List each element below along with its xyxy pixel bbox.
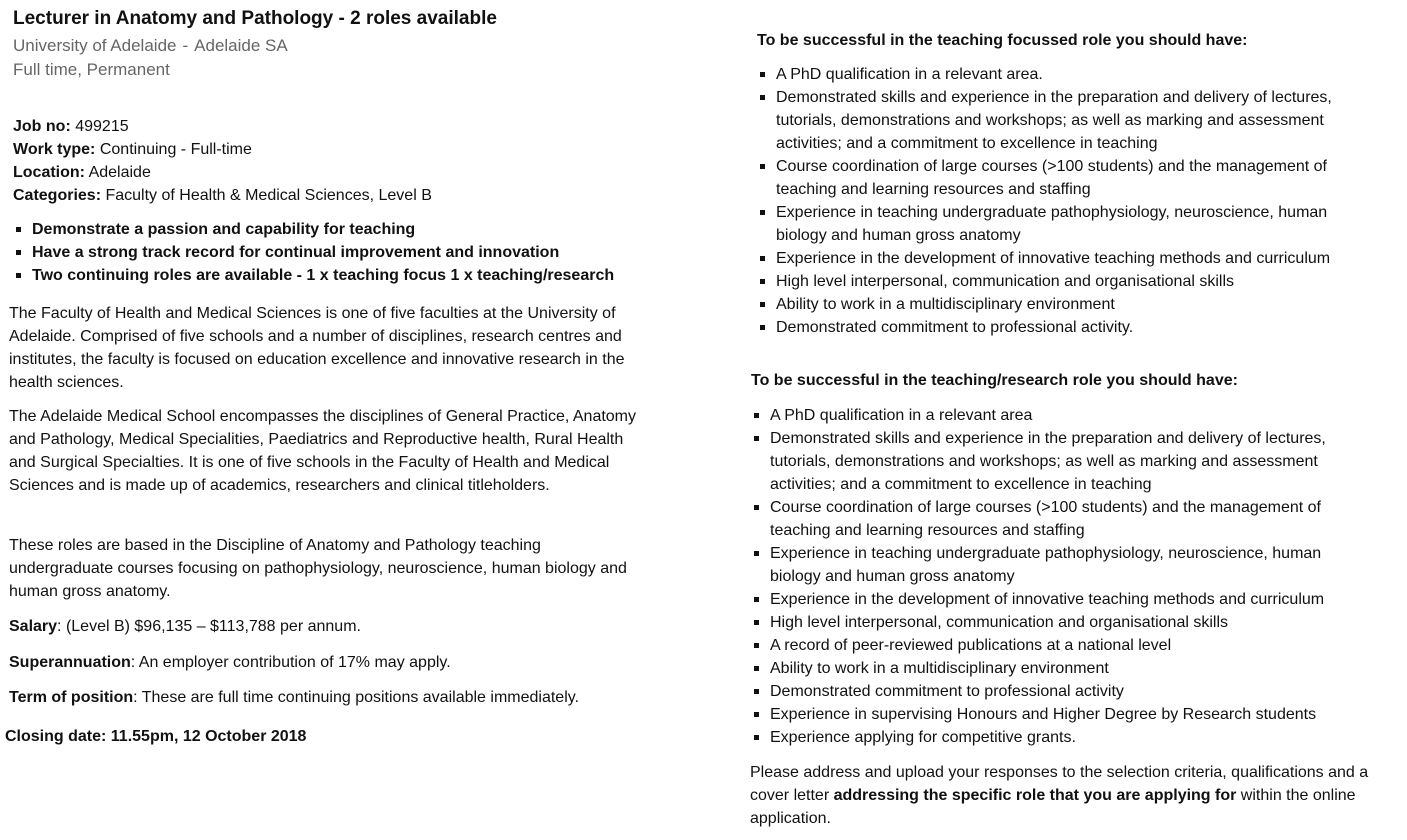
job-no-value: 499215 bbox=[75, 118, 129, 135]
research-role-criteria bbox=[751, 404, 1371, 749]
application-text-bold: addressing the specific role that you are applying for bbox=[833, 787, 1237, 804]
location-label: Location: bbox=[13, 164, 85, 181]
categories-label: Categories: bbox=[13, 187, 102, 204]
discipline-paragraph: These roles are based in the Discipline of Anatomy and Pathology teaching undergraduate courses focusing on pathophysiology, neuroscience, human biology and human gross anatomy. bbox=[9, 537, 627, 600]
criteria-item: Experience applying for competitive grants. bbox=[751, 726, 1371, 749]
criteria-item: High level interpersonal, communication and organisational skills bbox=[757, 270, 1377, 293]
closing-date: Closing date: 11.55pm, 12 October 2018 bbox=[5, 728, 307, 745]
employer-name[interactable]: University of Adelaide bbox=[13, 36, 177, 55]
superannuation-value: : An employer contribution of 17% may apply. bbox=[130, 654, 451, 671]
criteria-item: Demonstrated skills and experience in the preparation and delivery of lectures, tutorials, demonstrations and workshops; as well as marking and assessment activities; and a commitment to excellence in teaching bbox=[757, 86, 1377, 155]
location-row bbox=[13, 161, 653, 184]
criteria-item: Experience in teaching undergraduate pathophysiology, neuroscience, human biology and human gross anatomy bbox=[757, 201, 1377, 247]
criteria-item: A PhD qualification in a relevant area bbox=[751, 404, 1371, 427]
salary-line bbox=[9, 615, 649, 638]
term-line bbox=[9, 686, 649, 709]
criteria-item: Ability to work in a multidisciplinary environment bbox=[757, 293, 1377, 316]
criteria-item: High level interpersonal, communication and organisational skills bbox=[751, 611, 1371, 634]
teaching-role-heading: To be successful in the teaching focussed role you should have: bbox=[757, 32, 1248, 49]
application-text-start: Please address and upload your responses to the selection criteria, qualifications and a cover letter bbox=[750, 764, 1369, 804]
criteria-item: A record of peer-reviewed publications at a national level bbox=[751, 634, 1371, 657]
faculty-paragraph: The Faculty of Health and Medical Sciences is one of five faculties at the University of Adelaide. Comprised of five schools and a number of disciplines, research centres and institutes, the faculty is focused on education excellence and innovative research in the health sciences. bbox=[9, 305, 625, 391]
highlights-list bbox=[13, 218, 673, 287]
superannuation-label: Superannuation bbox=[9, 654, 131, 671]
application-text-end: within the online application. bbox=[750, 787, 1356, 827]
criteria-item: Experience in supervising Honours and Higher Degree by Research students bbox=[751, 703, 1371, 726]
term-label: Term of position bbox=[9, 689, 134, 706]
salary-label: Salary bbox=[9, 618, 58, 635]
criteria-item: Experience in teaching undergraduate pathophysiology, neuroscience, human biology and human gross anatomy bbox=[751, 542, 1371, 588]
criteria-item: Course coordination of large courses (>100 students) and the management of teaching and learning resources and staffing bbox=[751, 496, 1371, 542]
work-type-row bbox=[13, 138, 653, 161]
criteria-item: Experience in the development of innovative teaching methods and curriculum bbox=[751, 588, 1371, 611]
term-value: : These are full time continuing positions available immediately. bbox=[133, 689, 579, 706]
highlight-item: Two continuing roles are available - 1 x teaching focus 1 x teaching/research bbox=[13, 264, 673, 287]
categories-value: Faculty of Health & Medical Sciences, Level B bbox=[105, 187, 432, 204]
superannuation-line bbox=[9, 651, 649, 674]
criteria-item: Course coordination of large courses (>100 students) and the management of teaching and learning resources and staffing bbox=[757, 155, 1377, 201]
job-title: Lecturer in Anatomy and Pathology - 2 roles available bbox=[13, 8, 497, 29]
highlight-item: Have a strong track record for continual improvement and innovation bbox=[13, 241, 673, 264]
location-value: Adelaide bbox=[88, 164, 151, 181]
work-terms: Full time, Permanent bbox=[13, 60, 170, 79]
job-employer-line bbox=[13, 34, 288, 58]
employer-location-separator: - bbox=[182, 36, 189, 55]
job-meta bbox=[13, 115, 653, 207]
criteria-item: Demonstrated skills and experience in the preparation and delivery of lectures, tutorials, demonstrations and workshops; as well as marking and assessment activities; and a commitment to excellence in teaching bbox=[751, 427, 1371, 496]
job-no-label: Job no: bbox=[13, 118, 71, 135]
criteria-item: Demonstrated commitment to professional activity. bbox=[757, 316, 1377, 339]
criteria-item: Experience in the development of innovative teaching methods and curriculum bbox=[757, 247, 1377, 270]
highlight-item: Demonstrate a passion and capability for teaching bbox=[13, 218, 673, 241]
categories-row bbox=[13, 184, 653, 207]
job-no-row bbox=[13, 115, 653, 138]
criteria-item: Ability to work in a multidisciplinary environment bbox=[751, 657, 1371, 680]
school-paragraph: The Adelaide Medical School encompasses the disciplines of General Practice, Anatomy and Pathology, Medical Specialities, Paediatrics and Reproductive health, Rural Health and Surgical Specialties. It is one of five schools in the Faculty of Health and Medical Sciences and is made up of academics, researchers and clinical titleholders. bbox=[9, 408, 637, 494]
work-type-label: Work type: bbox=[13, 141, 96, 158]
header-location: Adelaide SA bbox=[194, 36, 288, 55]
application-instructions bbox=[750, 761, 1390, 830]
research-role-heading: To be successful in the teaching/research role you should have: bbox=[751, 372, 1238, 389]
work-type-value: Continuing - Full-time bbox=[99, 141, 252, 158]
criteria-item: Demonstrated commitment to professional activity bbox=[751, 680, 1371, 703]
salary-value: : (Level B) $96,135 – $113,788 per annum. bbox=[57, 618, 361, 635]
teaching-role-criteria bbox=[757, 63, 1377, 339]
criteria-item: A PhD qualification in a relevant area. bbox=[757, 63, 1377, 86]
